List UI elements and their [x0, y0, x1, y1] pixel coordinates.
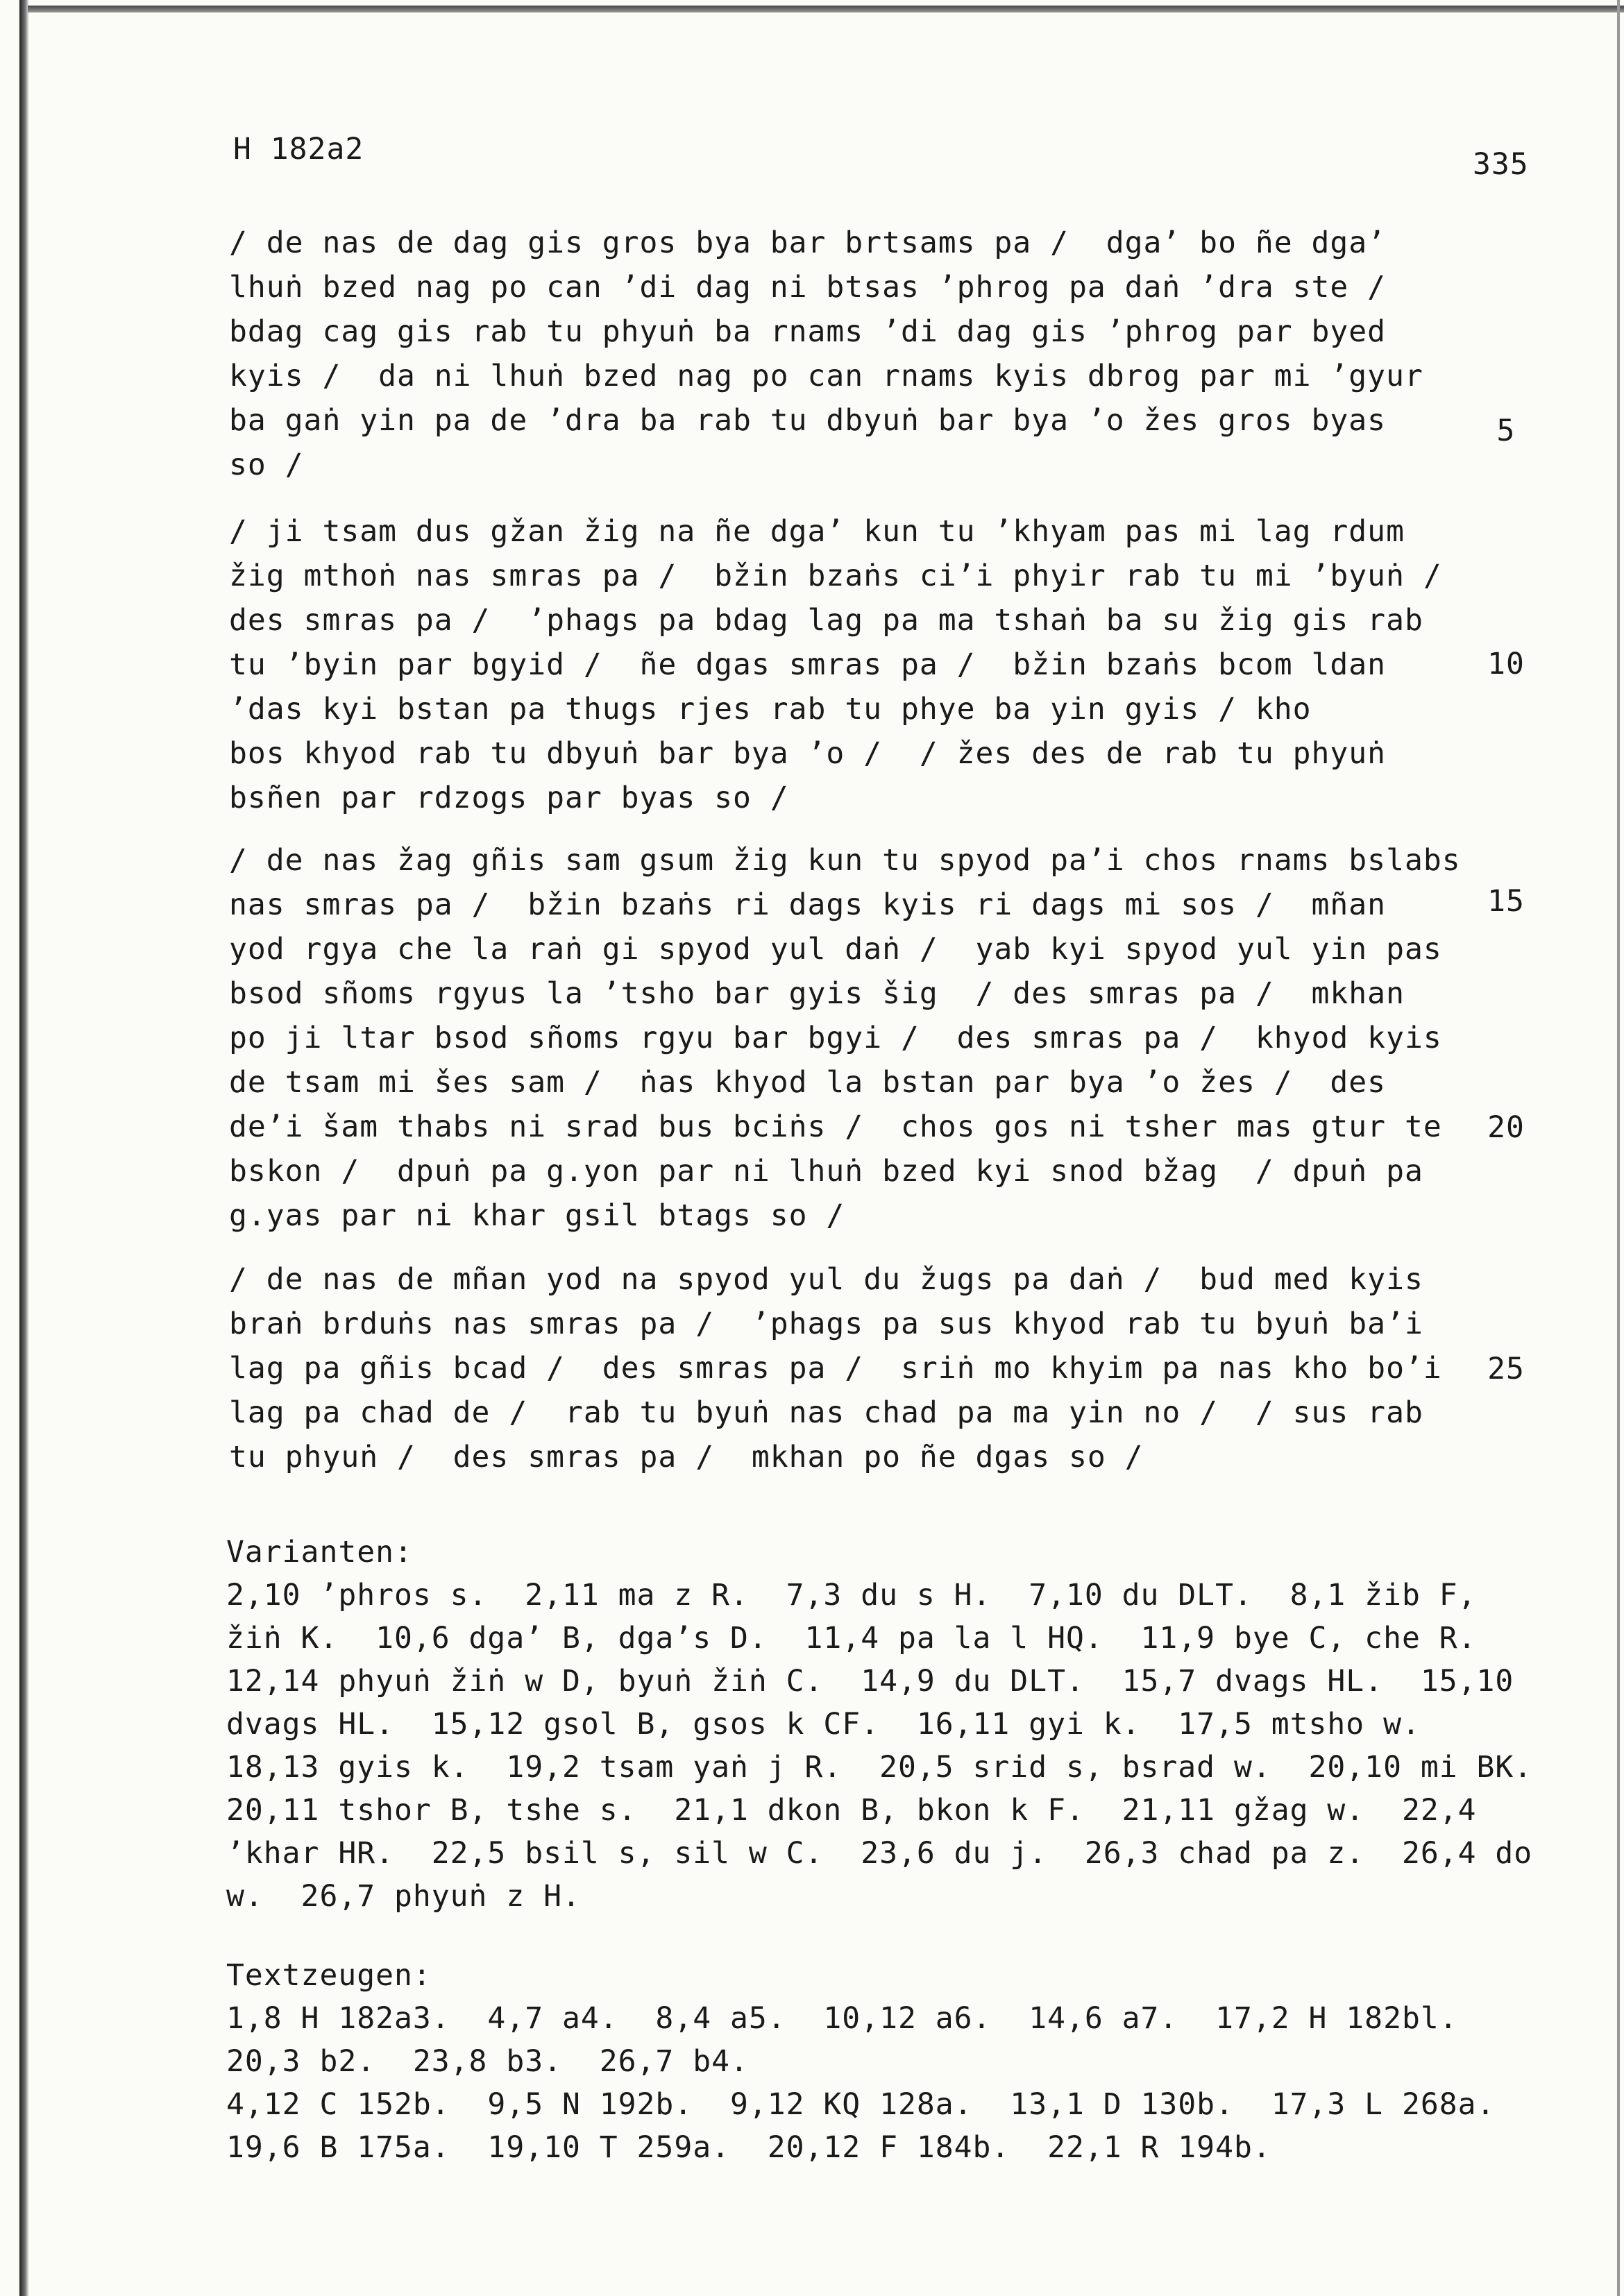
line-number: 10	[1487, 647, 1525, 681]
witness-line: 20,3 b2. 23,8 b3. 26,7 b4.	[226, 2044, 749, 2079]
witness-line: 19,6 B 175a. 19,10 T 259a. 20,12 F 184b. 22,1 R 194b.	[226, 2130, 1271, 2165]
text-line: de’i šam thabs ni srad bus bciṅs / chos gos ni tsher mas gtur te	[229, 1109, 1442, 1144]
witness-line: 1,8 H 182a3. 4,7 a4. 8,4 a5. 10,12 a6. 14,6 a7. 17,2 H 182bl.	[226, 2001, 1458, 2036]
text-line: nas smras pa / bžin bzaṅs ri dags kyis ri dags mi sos / mñan	[229, 887, 1387, 922]
variant-line: w. 26,7 phyuṅ z H.	[226, 1879, 581, 1914]
text-line: / de nas žag gñis sam gsum žig kun tu spyod pa’i chos rnams bslabs	[229, 843, 1461, 878]
text-line: ’das kyi bstan pa thugs rjes rab tu phye ba yin gyis / kho	[229, 692, 1312, 726]
page-top-edge	[28, 6, 1624, 12]
line-number: 15	[1487, 884, 1525, 919]
text-line: bdag cag gis rab tu phyuṅ ba rnams ’di dag gis ’phrog par byed	[229, 314, 1387, 349]
text-line: ba gaṅ yin pa de ’dra ba rab tu dbyuṅ bar bya ’o žes gros byas	[229, 403, 1387, 438]
text-line: / de nas de mñan yod na spyod yul du žugs pa daṅ / bud med kyis	[229, 1262, 1423, 1297]
textzeugen-heading: Textzeugen:	[226, 1958, 432, 1993]
text-line: žig mthoṅ nas smras pa / bžin bzaṅs ci’i phyir rab tu mi ’byuṅ /	[229, 559, 1442, 593]
variant-line: dvags HL. 15,12 gsol B, gsos k CF. 16,11 gyi k. 17,5 mtsho w.	[226, 1707, 1421, 1742]
varianten-heading: Varianten:	[226, 1535, 413, 1570]
text-line: g.yas par ni khar gsil btags so /	[229, 1198, 845, 1233]
variant-line: 2,10 ’phros s. 2,11 ma z R. 7,3 du s H. 7,10 du DLT. 8,1 žib F,	[226, 1578, 1477, 1613]
text-line: lhuṅ bzed nag po can ’di dag ni btsas ’phrog pa daṅ ’dra ste /	[229, 270, 1387, 305]
variant-line: 12,14 phyuṅ žiṅ w D, byuṅ žiṅ C. 14,9 du DLT. 15,7 dvags HL. 15,10	[226, 1664, 1514, 1699]
variant-line: 18,13 gyis k. 19,2 tsam yaṅ j R. 20,5 srid s, bsrad w. 20,10 mi BK.	[226, 1750, 1533, 1785]
paragraph-3	[229, 838, 1478, 1238]
line-number: 25	[1487, 1352, 1525, 1386]
text-line: de tsam mi šes sam / ṅas khyod la bstan par bya ’o žes / des	[229, 1065, 1387, 1100]
text-line: po ji ltar bsod sñoms rgyu bar bgyi / des smras pa / khyod kyis	[229, 1021, 1442, 1055]
text-line: lag pa gñis bcad / des smras pa / sriṅ mo khyim pa nas kho bo’i	[229, 1351, 1442, 1386]
line-number: 5	[1496, 414, 1516, 448]
witness-line: 4,12 C 152b. 9,5 N 192b. 9,12 KQ 128a. 13,1 D 130b. 17,3 L 268a.	[226, 2087, 1496, 2122]
variant-line: žiṅ K. 10,6 dga’ B, dga’s D. 11,4 pa la l HQ. 11,9 bye C, che R.	[226, 1621, 1477, 1656]
paragraph-4	[229, 1257, 1478, 1479]
line-number: 20	[1487, 1110, 1525, 1145]
text-line: des smras pa / ’phags pa bdag lag pa ma tshaṅ ba su žig gis rab	[229, 603, 1423, 638]
running-header-reference: H 182a2	[233, 132, 364, 167]
variant-line: 20,11 tshor B, tshe s. 21,1 dkon B, bkon k F. 21,11 gžag w. 22,4	[226, 1793, 1477, 1828]
variant-line: ’khar HR. 22,5 bsil s, sil w C. 23,6 du j. 26,3 chad pa z. 26,4 do	[226, 1836, 1533, 1871]
text-line: bsñen par rdzogs par byas so /	[229, 781, 789, 815]
text-line: / ji tsam dus gžan žig na ñe dga’ kun tu ’khyam pas mi lag rdum	[229, 514, 1405, 549]
text-line: bskon / dpuṅ pa g.yon par ni lhuṅ bzed kyi snod bžag / dpuṅ pa	[229, 1154, 1423, 1189]
text-line: bsod sñoms rgyus la ’tsho bar gyis šig / des smras pa / mkhan	[229, 976, 1405, 1011]
text-line: tu phyuṅ / des smras pa / mkhan po ñe dgas so /	[229, 1440, 1144, 1474]
text-line: tu ’byin par bgyid / ñe dgas smras pa / bžin bzaṅs bcom ldan	[229, 647, 1387, 682]
text-line: yod rgya che la raṅ gi spyod yul daṅ / yab kyi spyod yul yin pas	[229, 932, 1442, 967]
text-line: braṅ brduṅs nas smras pa / ’phags pa sus khyod rab tu byuṅ ba’i	[229, 1307, 1423, 1341]
page-right-edge	[1617, 0, 1620, 2296]
text-line: bos khyod rab tu dbyuṅ bar bya ’o / / žes des de rab tu phyuṅ	[229, 736, 1387, 771]
text-line: so /	[229, 448, 304, 482]
page-number: 335	[1473, 147, 1529, 182]
text-line: kyis / da ni lhuṅ bzed nag po can rnams kyis dbrog par mi ’gyur	[229, 359, 1423, 393]
text-line: lag pa chad de / rab tu byuṅ nas chad pa ma yin no / / sus rab	[229, 1395, 1423, 1430]
paragraph-2	[229, 509, 1478, 820]
paragraph-1	[229, 221, 1478, 487]
book-spine-shadow	[19, 0, 29, 2296]
text-line: / de nas de dag gis gros bya bar brtsams pa / dga’ bo ñe dga’	[229, 226, 1387, 260]
varianten-section	[226, 1531, 1545, 1918]
textzeugen-section	[226, 1954, 1545, 2169]
